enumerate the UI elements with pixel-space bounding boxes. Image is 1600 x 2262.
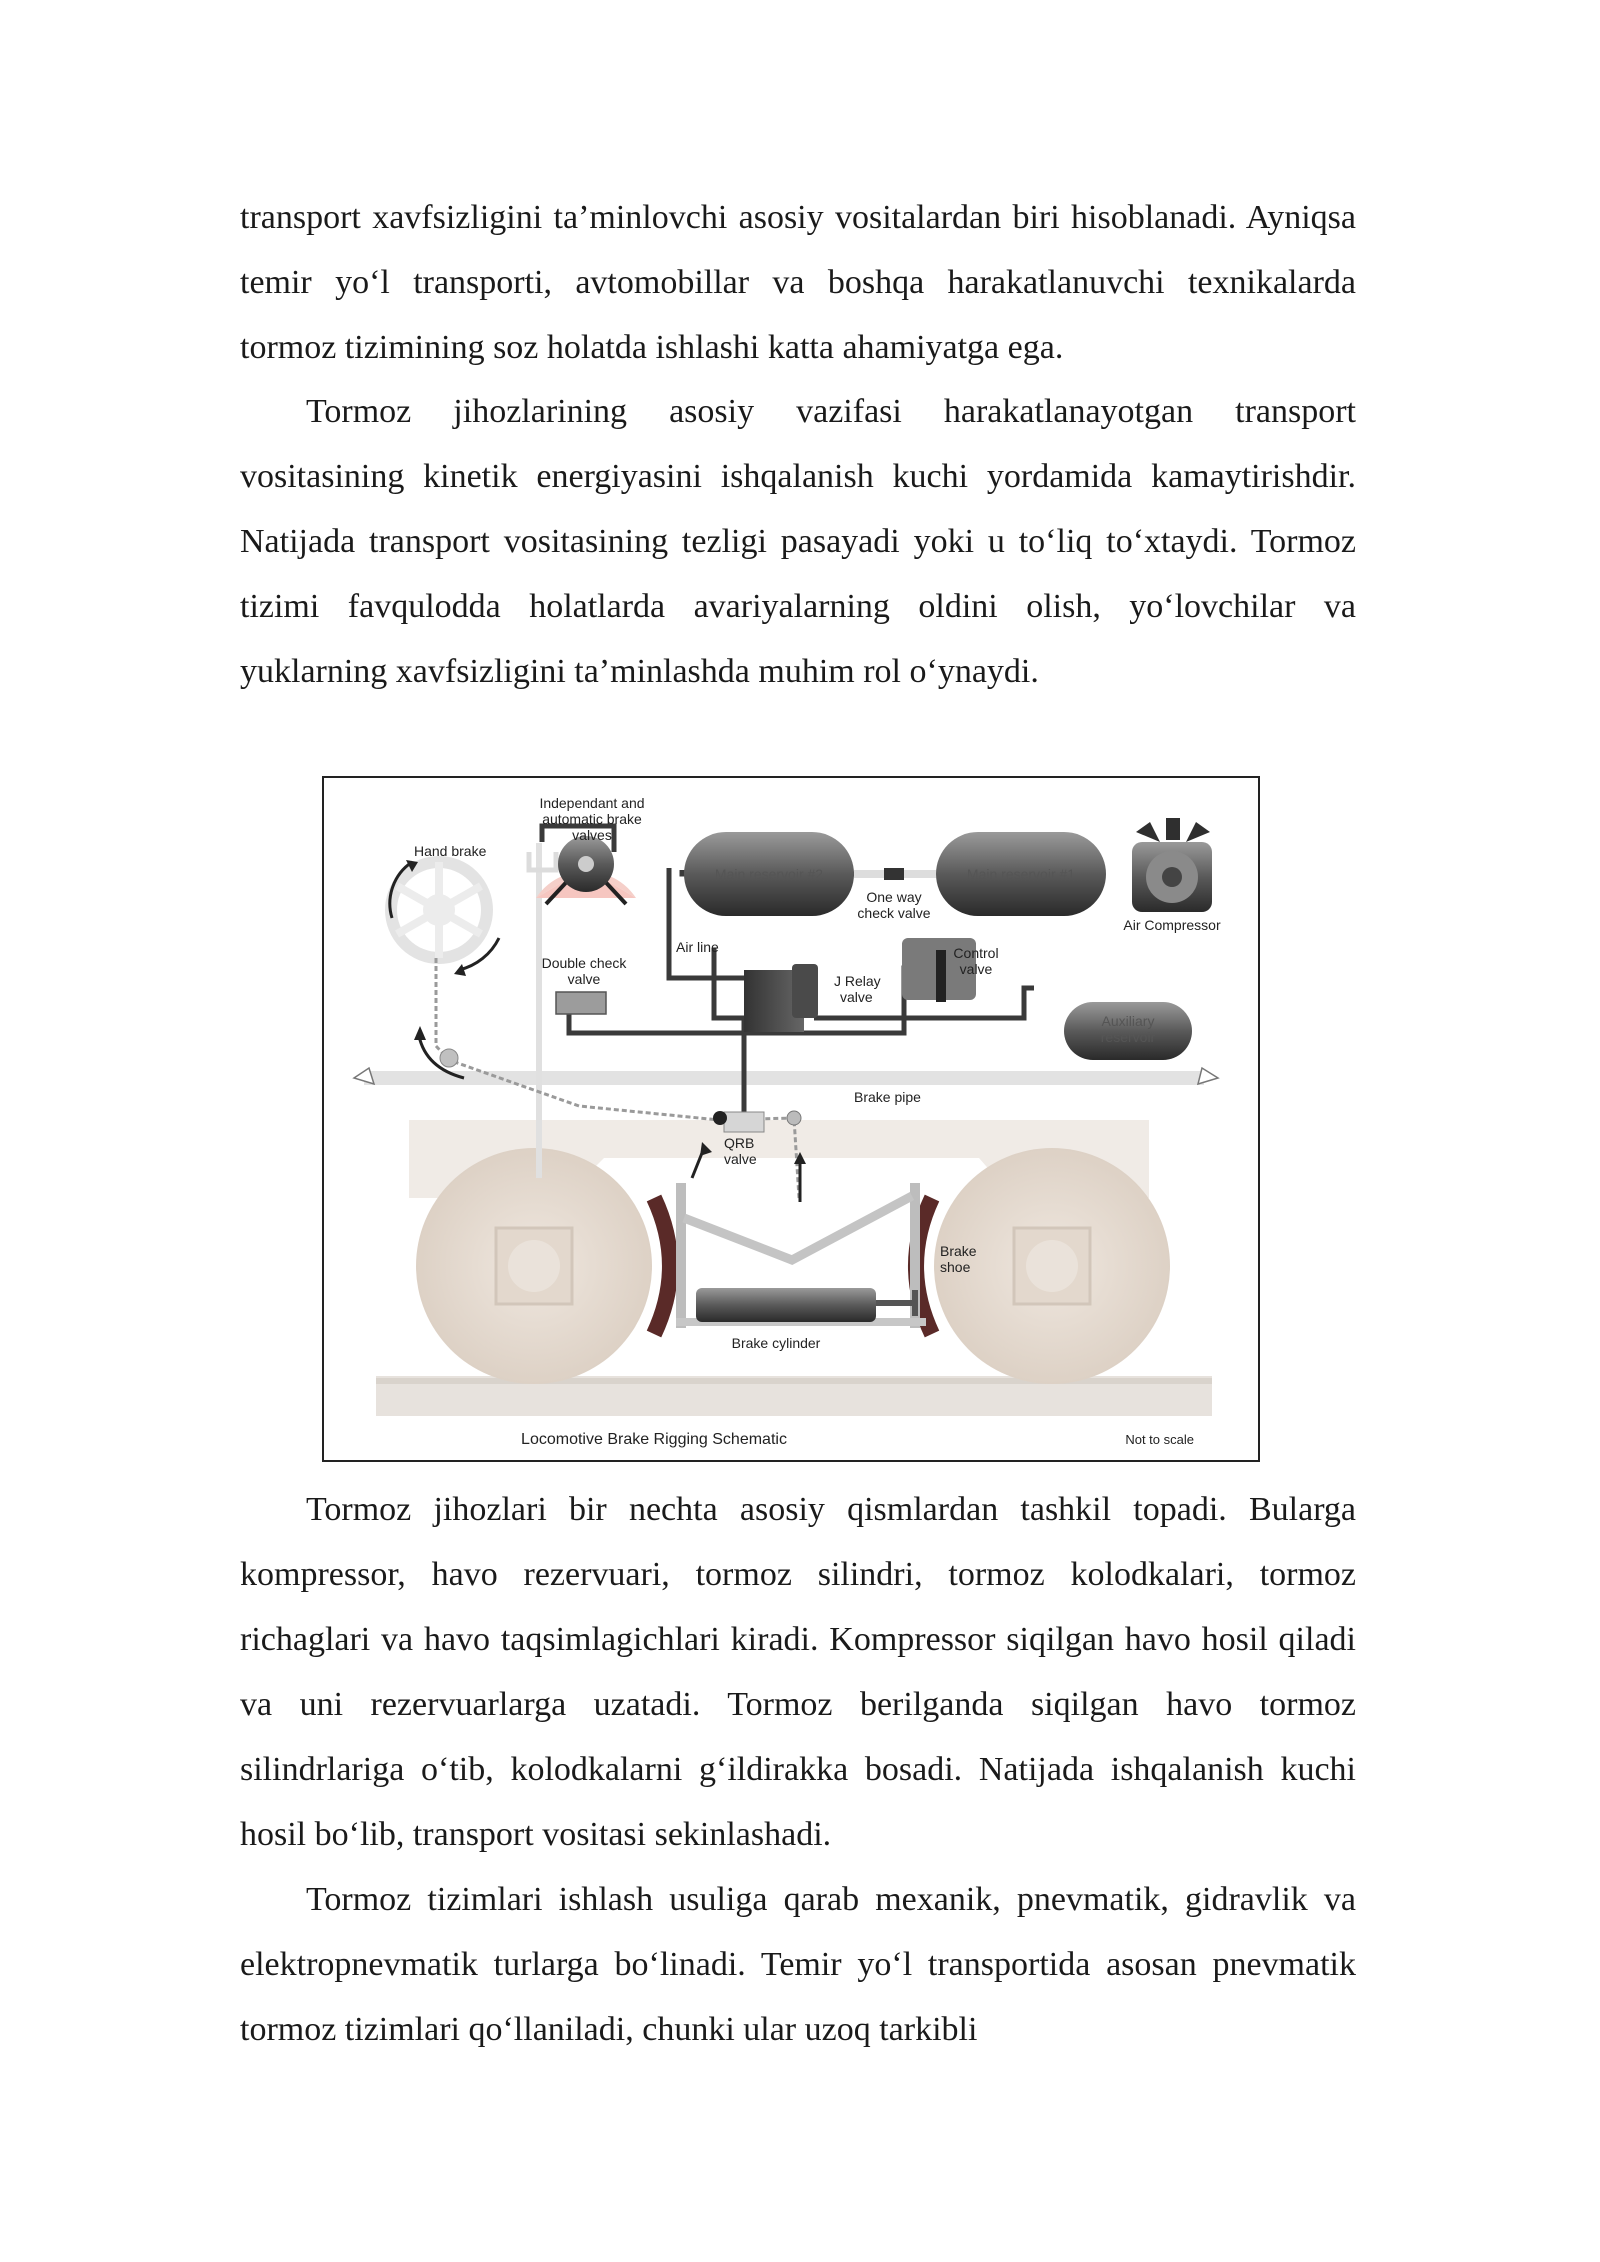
svg-text:automatic brake: automatic brake <box>542 811 642 827</box>
svg-text:valve: valve <box>959 961 993 977</box>
svg-text:valves: valves <box>572 827 612 843</box>
double-check-valve <box>556 992 606 1014</box>
qrb-valve <box>724 1112 764 1132</box>
one-way-check-valve <box>884 868 904 880</box>
label-air-line: Air line <box>676 939 719 955</box>
label-air-compressor: Air Compressor <box>1123 917 1221 933</box>
svg-text:Brake: Brake <box>940 1243 977 1259</box>
label-hand-brake: Hand brake <box>414 843 487 859</box>
svg-text:J Relay: J Relay <box>834 973 881 989</box>
label-brake-pipe: Brake pipe <box>854 1089 921 1105</box>
svg-text:valve: valve <box>840 989 873 1005</box>
svg-text:shoe: shoe <box>940 1259 971 1275</box>
label-brake-cylinder: Brake cylinder <box>731 1335 821 1351</box>
brake-rigging-figure <box>322 776 1260 1462</box>
paragraph-4: Tormoz tizimlari ishlash usuliga qarab mexanik, pnevmatik, gidravlik va elektropnevmatik turlarga bo‘linadi. Temir yo‘l transportida asosan pnevmatik tormoz tizimlari qo‘llaniladi, chunki ular uzoq tarkibli <box>240 1881 1356 2048</box>
svg-text:Independant and: Independant and <box>539 795 645 811</box>
svg-text:valve: valve <box>567 971 601 987</box>
paragraph-1: transport xavfsizligini ta’minlovchi asosiy vositalardan biri hisoblanadi. Ayniqsa temir yo‘l transporti, avtomobillar va boshqa harakatlanuvchi texnikalarda tormoz tizimining soz holatda ishlashi katta ahamiyatga ega. <box>240 199 1356 366</box>
label-main-reservoir-2: Main reservoir #2 <box>714 866 824 882</box>
svg-text:reservoir: reservoir <box>1100 1029 1156 1045</box>
svg-text:QRB: QRB <box>724 1135 755 1151</box>
svg-text:Control: Control <box>953 945 999 961</box>
svg-text:valve: valve <box>724 1151 757 1167</box>
paragraph-3: Tormoz jihozlari bir nechta asosiy qismlardan tashkil topadi. Bularga kompressor, havo rezervuari, tormoz silindri, tormoz kolodkalari, tormoz richaglari va havo taqsimlagichlari kiradi. Kompressor siqilgan havo hosil qiladi va uni rezervuarlarga uzatadi. Tormoz berilganda siqilgan havo tormoz silindrlariga o‘tib, kolodkalarni g‘ildirakka bosadi. Natijada ishqalanish kuchi hosil bo‘lib, transport vositasi sekinlashadi. <box>240 1491 1356 1853</box>
brake-cylinder <box>696 1288 876 1322</box>
left-brake-shoe <box>654 1198 670 1334</box>
figure-caption: Locomotive Brake Rigging Schematic <box>521 1431 787 1448</box>
svg-text:Double check: Double check <box>541 955 627 971</box>
brake-schematic-svg <box>324 778 1258 1460</box>
label-main-reservoir-1: Main reservoir #1 <box>966 866 1076 882</box>
brake-pipe <box>364 1071 1204 1085</box>
svg-text:check valve: check valve <box>857 905 931 921</box>
svg-text:One way: One way <box>866 889 922 905</box>
paragraph-2: Tormoz jihozlarining asosiy vazifasi harakatlanayotgan transport vositasining kinetik energiyasini ishqalanish kuchi yordamida kamaytirishdir. Natijada transport vositasining tezligi pasayadi yoki u to‘liq to‘xtaydi. Tormoz tizimi favqulodda holatlarda avariyalarning oldini olish, yo‘lovchilar va yuklarning xavfsizligini ta’minlashda muhim rol o‘ynaydi. <box>240 393 1356 690</box>
svg-text:Auxiliary: Auxiliary <box>1101 1013 1155 1029</box>
figure-note: Not to scale <box>1125 1432 1194 1447</box>
